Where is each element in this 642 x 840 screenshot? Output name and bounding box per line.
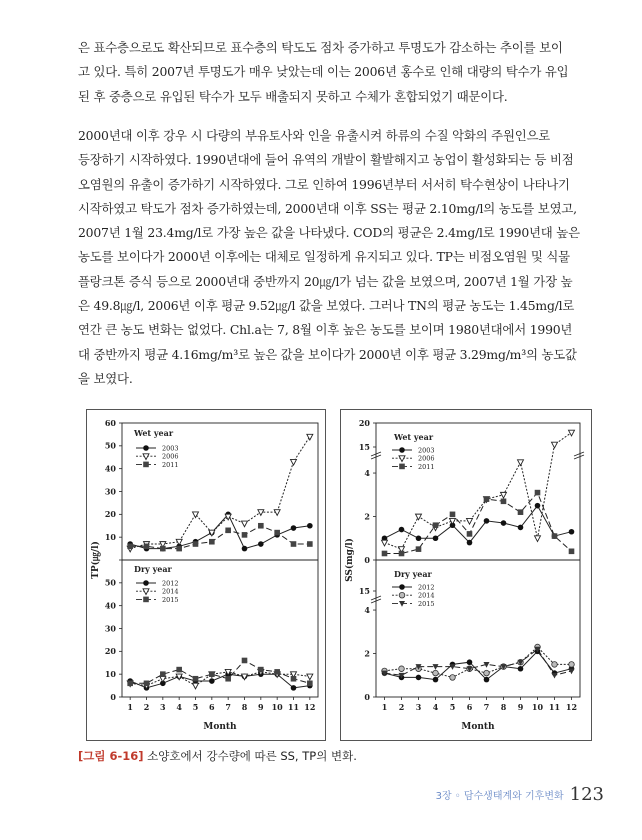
data-point [382,551,388,557]
legend-label: 2014 [418,591,435,600]
y-tick-label: 0 [110,691,116,702]
data-point [176,667,182,673]
series-line [385,506,572,543]
data-point [193,683,199,689]
data-point [467,540,473,546]
data-point [258,541,264,547]
x-tick-label: 6 [466,702,473,712]
x-tick-label: 4 [176,702,182,712]
data-point [209,678,215,684]
data-point [225,676,231,682]
data-point [291,541,297,547]
data-point [518,460,524,466]
data-point [552,442,558,448]
data-point [484,496,490,502]
series-line [130,661,310,684]
x-tick-label: 1 [127,702,133,712]
data-point [569,549,575,555]
y-tick-label: 15 [358,441,370,452]
x-tick-label: 1 [381,702,388,712]
chapter-label: 3장 ◦ 담수생태계와 기후변화 [435,791,564,802]
y-tick-label: 4 [364,467,370,478]
y-axis-label: SS(mg/l) [345,538,355,582]
x-tick-label: 9 [517,702,524,712]
data-point [160,671,166,677]
panel-title: Dry year [394,569,432,579]
data-point [416,514,422,520]
x-tick-label: 6 [209,702,215,712]
x-tick-label: 9 [258,702,264,712]
data-point [258,667,264,673]
text-line: 플랑크톤 증식 등으로 2000년대 중반까지 20㎍/l가 넘는 값을 보였으며, 2007년 1월 가장 높 [78,273,573,289]
y-tick-label: 20 [104,646,116,657]
data-point [209,671,215,677]
x-tick-label: 12 [304,702,316,712]
data-point [258,523,264,529]
text-line: 을 보였다. [78,370,133,386]
legend-label: 2015 [162,595,179,604]
y-tick-label: 20 [358,417,370,428]
data-point [160,546,166,552]
paragraph-2 [78,124,590,391]
data-point [307,434,313,440]
data-point [258,510,264,516]
data-point [433,670,439,676]
x-tick-label: 7 [483,702,490,712]
x-axis-label: Month [203,722,237,732]
x-tick-label: 11 [287,702,300,712]
data-point [535,490,541,496]
data-point [416,675,422,681]
y-axis-label: TP(㎍/l) [91,541,101,579]
data-point [242,532,248,538]
data-point [501,499,507,505]
text-line: 고 있다. 특히 2007년 투명도가 매우 낮았는데 이는 2006년 홍수로 인해 대량의 탁수가 유입 [78,64,569,80]
data-point [225,528,231,534]
y-tick-label: 60 [104,417,116,428]
data-point [433,535,439,541]
x-tick-label: 3 [415,702,422,712]
y-tick-label: 50 [104,577,116,588]
y-tick-label: 20 [104,509,116,520]
x-tick-label: 11 [548,702,561,712]
data-point [143,589,149,595]
text-line: 등장하기 시작하였다. 1990년대에 들어 유역의 개발이 활발해지고 농업이 활성화되는 등 비점 [78,152,574,168]
y-tick-label: 40 [104,463,116,474]
data-point [518,525,524,531]
panel-title: Wet year [394,432,434,442]
data-point [193,541,199,547]
data-point [416,535,422,541]
data-point [535,536,541,542]
text-line: 시작하였고 탁도가 점차 증가하였는데, 2000년대 이후 SS는 평균 2.10mg/l의 농도를 보였고, [78,200,577,216]
data-point [291,459,297,465]
y-tick-label: 50 [104,440,116,451]
data-point [127,681,133,687]
x-tick-label: 10 [271,702,283,712]
data-point [274,530,280,536]
data-point [569,529,575,535]
legend-label: 2011 [418,462,435,471]
x-tick-label: 12 [565,702,578,712]
x-tick-label: 4 [432,702,439,712]
page-number: 123 [569,784,604,805]
y-tick-label: 10 [104,531,116,542]
data-point [416,546,422,552]
data-point [144,681,150,687]
data-point [501,492,507,498]
data-point [399,551,405,557]
legend-label: 2006 [162,452,179,461]
legend-label: 2011 [162,460,179,469]
legend-label: 2003 [418,446,435,455]
data-point [291,685,297,691]
figure-caption-label: [그림 6-16] [78,749,144,763]
text-line: 연간 큰 농도 변화는 없었다. Chl.a는 7, 8월 이후 높은 농도를 보이며 1980년대에서 1990년 [78,322,573,338]
data-point [399,464,405,470]
figure-caption-text: 소양호에서 강수량에 따른 SS, TP의 변화. [143,749,357,763]
legend-label: 2003 [162,444,179,453]
text-line: 은 표수층으로도 확산되므로 표수층의 탁도도 점차 증가하고 투명도가 감소하는 추이를 보이 [78,40,563,55]
figure-caption [78,748,357,764]
chart-frame [341,410,592,741]
y-tick-label: 30 [104,486,116,497]
data-point [144,544,150,550]
y-tick-label: 10 [104,668,116,679]
data-point [569,662,575,668]
text-line: 된 후 중층으로 유입된 탁수가 모두 배출되지 못하고 수체가 혼합되었기 때문이다. [78,88,508,104]
tp-figure [86,409,326,745]
data-point [143,445,149,451]
series-line [130,514,310,548]
series-line [385,647,572,677]
x-tick-label: 8 [241,702,248,712]
data-point [552,673,558,679]
legend-label: 2006 [418,454,435,463]
data-point [193,676,199,682]
data-point [160,676,166,682]
text-line: 오염원의 유출이 증가하기 시작하였다. 그로 인하여 1996년부터 서서히 탁수현상이 나타나기 [78,176,570,192]
series-line [130,526,310,549]
y-tick-label: 0 [364,691,370,702]
series-line [385,493,572,554]
panel-title: Wet year [134,428,174,438]
page-footer [436,784,604,805]
data-point [399,447,405,453]
data-point [399,527,405,533]
legend-label: 2012 [418,583,435,592]
data-point [399,592,405,598]
data-point [552,662,558,668]
data-point [242,658,248,664]
x-tick-label: 5 [449,702,456,712]
x-tick-label: 3 [160,702,166,712]
data-point [484,518,490,524]
series-line [130,437,310,549]
data-point [552,533,558,539]
ss-chart [340,409,592,741]
data-point [382,540,388,546]
paragraph-1 [78,36,590,109]
text-line: 은 49.8㎍/l, 2006년 이후 평균 9.52㎍/l 값을 보였다. 그러나 TN의 평균 농도는 1.45mg/l로 [78,298,575,314]
x-tick-label: 2 [143,702,150,712]
data-point [274,669,280,675]
y-tick-label: 0 [364,554,370,565]
series-line [385,651,572,679]
y-tick-label: 4 [364,604,370,615]
panel-title: Dry year [134,564,172,574]
data-point [484,670,490,676]
data-point [518,509,524,515]
data-point [467,531,473,537]
y-tick-label: 40 [104,600,116,611]
data-point [291,676,297,682]
data-point [143,462,149,468]
data-point [307,523,313,529]
data-point [291,525,297,531]
data-point [484,677,490,683]
data-point [127,544,133,550]
x-tick-label: 5 [192,702,199,712]
series-line [130,674,310,688]
x-tick-label: 2 [398,702,405,712]
x-tick-label: 8 [500,702,507,712]
text-line: 농도를 보이다가 2000년 이후에는 대체로 일정하게 유지되고 있다. TP는 비점오염원 및 식물 [78,249,570,265]
data-point [399,666,405,672]
data-point [569,430,575,436]
data-point [399,584,405,590]
data-point [501,520,507,526]
ss-figure [340,409,592,745]
legend-label: 2012 [162,579,179,588]
x-tick-label: 10 [531,702,544,712]
legend-label: 2015 [418,599,435,608]
text-line: 2000년대 이후 강우 시 다량의 부유토사와 인을 유출시켜 하류의 수질 악화의 주원인으로 [78,128,551,143]
text-line: 2007년 1월 23.4mg/l로 가장 높은 값을 나타냈다. COD의 평균은 2.4mg/l로 1990년대 높은 [78,225,580,241]
data-point [450,675,456,681]
data-point [433,522,439,528]
data-point [176,546,182,552]
tp-chart [86,409,326,741]
data-point [450,512,456,518]
data-point [535,503,541,509]
y-tick-label: 2 [364,648,370,659]
data-point [307,674,313,680]
data-point [209,539,215,545]
data-point [518,666,524,672]
data-point [307,541,313,547]
data-point [307,681,313,687]
x-tick-label: 7 [225,702,231,712]
data-point [242,546,248,552]
data-point [193,512,199,518]
data-point [433,677,439,683]
data-point [467,659,473,665]
y-tick-label: 30 [104,623,116,634]
text-line: 대 중반까지 평균 4.16mg/m³로 높은 값을 보이다가 2000년 이후 평균 3.29mg/m³의 농도값 [78,346,577,362]
y-tick-label: 15 [358,585,370,596]
y-tick-label: 2 [364,511,370,522]
x-axis-label: Month [461,722,495,732]
data-point [143,597,149,603]
data-point [242,521,248,527]
legend-label: 2014 [162,587,179,596]
data-point [143,580,149,586]
